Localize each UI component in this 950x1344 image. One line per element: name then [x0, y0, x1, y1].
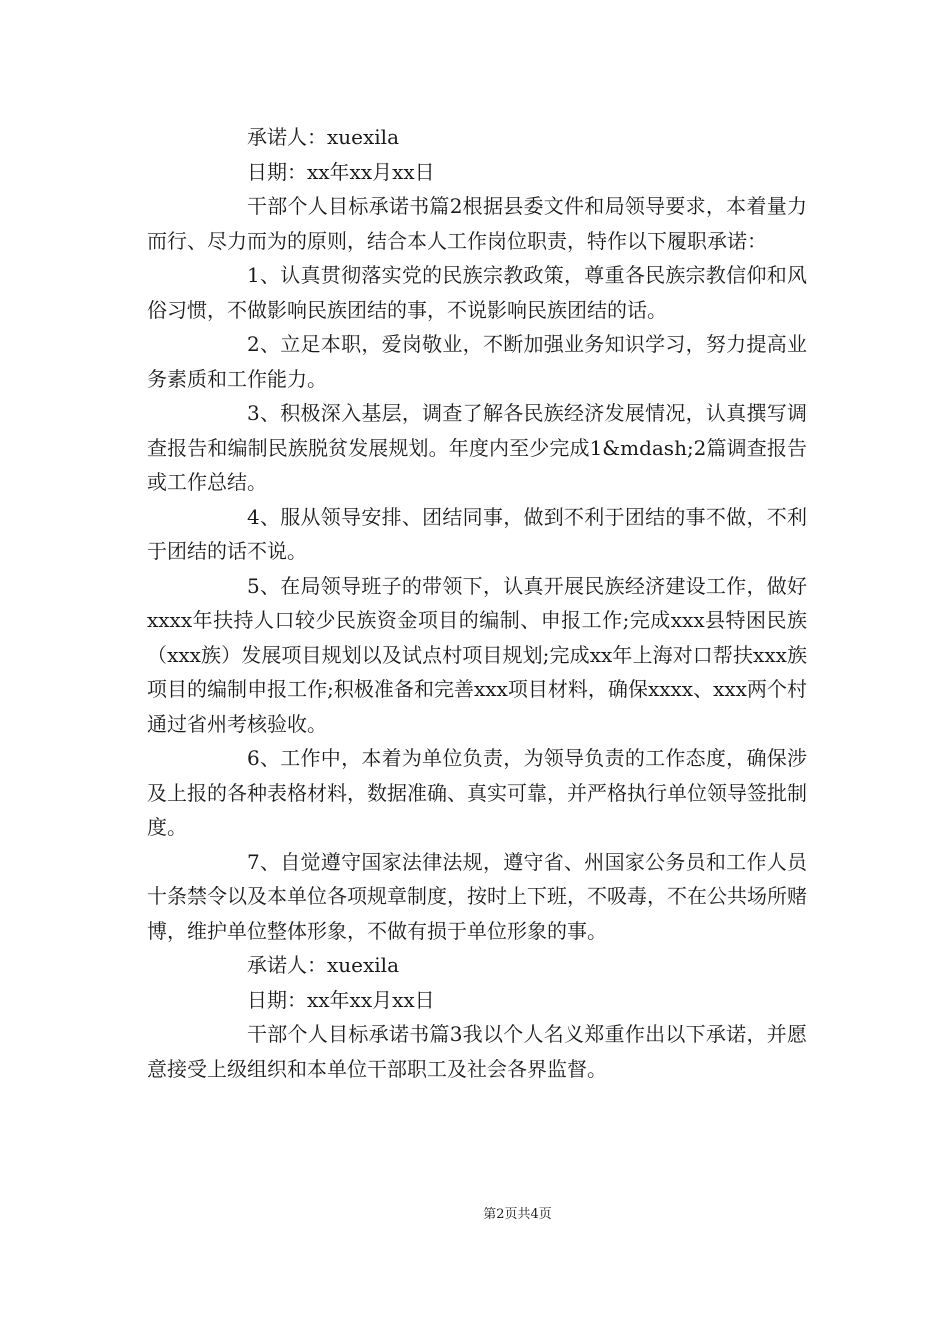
signature-line: 承诺人：xuexila [247, 125, 399, 149]
commitment-item-7: 7、自觉遵守国家法律法规，遵守省、州国家公务员和工作人员十条禁令以及本单位各项规章制度，按时上下班，不吸毒，不在公共场所赌博，维护单位整体形象，不做有损于单位形象的事。 [147, 849, 807, 943]
commitment-item-5: 5、在局领导班子的带领下，认真开展民族经济建设工作，做好xxxx年扶持人口较少民族资金项目的编制、申报工作;完成xxx县特困民族（xxx族）发展项目规划以及试点村项目规划;完成xx年上海对口帮扶xxx族项目的编制申报工作;积极准备和完善xxx项目材料，确保xxxx、xxx两个村通过省州考核验收。 [147, 573, 807, 736]
commitment-item-6: 6、工作中，本着为单位负责，为领导负责的工作态度，确保涉及上报的各种表格材料，数据准确、真实可靠，并严格执行单位领导签批制度。 [147, 746, 807, 839]
document-body [147, 120, 807, 1086]
date-line: 日期：xx年xx月xx日 [247, 987, 435, 1012]
commitment-item-2: 2、立足本职，爱岗敬业，不断加强业务知识学习，努力提高业务素质和工作能力。 [147, 332, 807, 391]
commitment-item-3: 3、积极深入基层，调查了解各民族经济发展情况，认真撰写调查报告和编制民族脱贫发展规划。年度内至少完成1&mdash;2篇调查报告或工作总结。 [147, 401, 807, 494]
commitment-item-1: 1、认真贯彻落实党的民族宗教政策，尊重各民族宗教信仰和风俗习惯，不做影响民族团结的事，不说影响民族团结的话。 [147, 263, 807, 322]
signature-line: 承诺人：xuexila [247, 953, 399, 977]
page-number-label: 第2页共4页 [483, 1207, 552, 1222]
commitment-item-4: 4、服从领导安排、团结同事，做到不利于团结的事不做，不利于团结的话不说。 [147, 504, 807, 563]
page-footer [0, 1203, 950, 1222]
section-intro-paragraph: 干部个人目标承诺书篇3我以个人名义郑重作出以下承诺，并愿意接受上级组织和本单位干部职工及社会各界监督。 [147, 1022, 807, 1081]
date-line: 日期：xx年xx月xx日 [247, 159, 435, 184]
section-intro-paragraph: 干部个人目标承诺书篇2根据县委文件和局领导要求，本着量力而行、尽力而为的原则，结合本人工作岗位职责，特作以下履职承诺： [147, 194, 807, 253]
